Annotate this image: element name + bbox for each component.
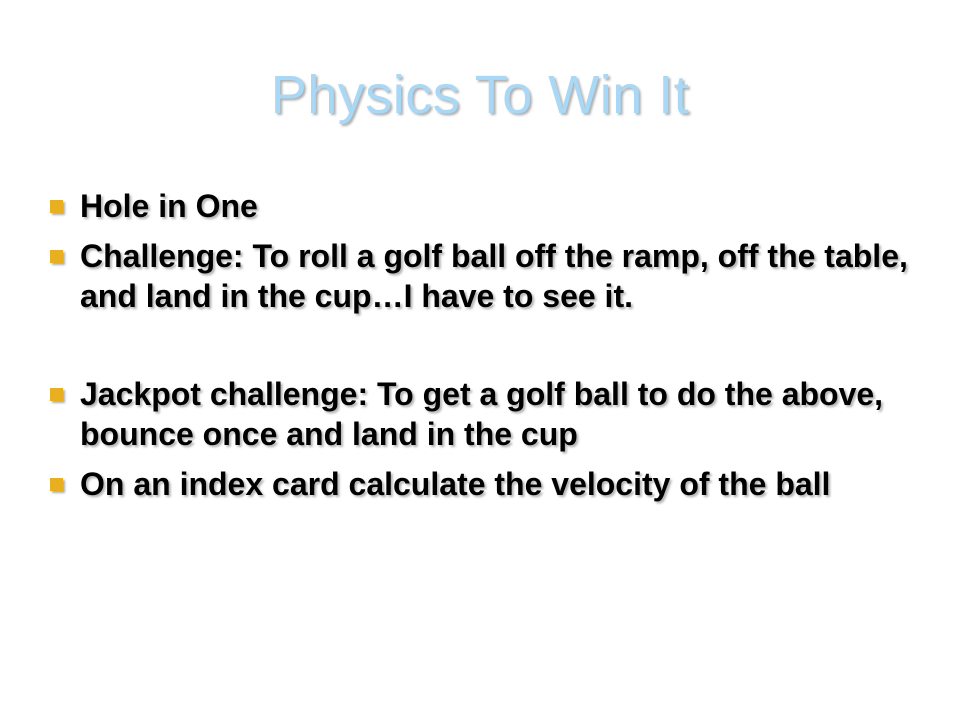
- bullet-text: Challenge: To roll a golf ball off the ramp, off the table, and land in the cup…I have to see it.: [80, 238, 908, 314]
- bullet-text: Hole in One: [80, 188, 258, 224]
- bullet-item: [46, 186, 926, 226]
- square-bullet-icon: [50, 388, 63, 401]
- bullet-text: Jackpot challenge: To get a golf ball to do the above, bounce once and land in the cup: [80, 376, 884, 452]
- slide-title: Physics To Win It: [270, 65, 690, 125]
- square-bullet-icon: [50, 200, 63, 213]
- bullet-text: On an index card calculate the velocity of the ball: [80, 466, 831, 502]
- bullet-item: [46, 374, 926, 454]
- bullet-item: [46, 464, 926, 504]
- square-bullet-icon: [50, 250, 63, 263]
- bullet-list: [46, 186, 926, 504]
- bullet-item: [46, 236, 926, 316]
- square-bullet-icon: [50, 478, 63, 491]
